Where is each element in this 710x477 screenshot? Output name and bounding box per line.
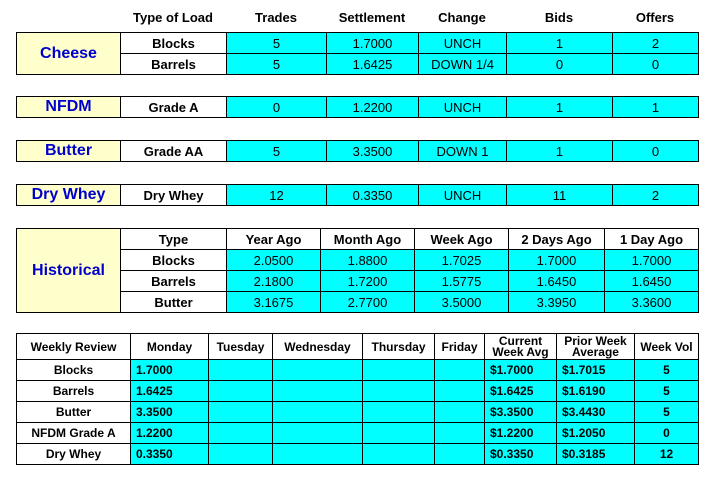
weekly-vol: 12 — [635, 444, 699, 465]
butter-settlement: 3.3500 — [327, 141, 419, 162]
whey-settlement: 0.3350 — [327, 185, 419, 206]
weekly-prior: $1.6190 — [557, 381, 635, 402]
nfdm-type: Grade A — [121, 97, 227, 118]
header-settlement: Settlement — [338, 10, 406, 25]
weekly-current: $1.7000 — [485, 360, 557, 381]
historical-cell: 2.1800 — [227, 271, 321, 292]
historical-row-type: Blocks — [121, 250, 227, 271]
cheese-label: Cheese — [17, 33, 121, 75]
weekly-friday — [435, 402, 485, 423]
weekly-tuesday — [209, 402, 273, 423]
weekly-row-name: NFDM Grade A — [17, 423, 131, 444]
historical-label: Historical — [17, 229, 121, 313]
cheese-barrels-settlement: 1.6425 — [327, 54, 419, 75]
cheese-blocks-trades: 5 — [227, 33, 327, 54]
historical-cell: 1.7000 — [509, 250, 605, 271]
historical-row-type: Butter — [121, 292, 227, 313]
weekly-prior: $3.4430 — [557, 402, 635, 423]
cheese-blocks-bids: 1 — [507, 33, 613, 54]
historical-cell: 3.3950 — [509, 292, 605, 313]
butter-type: Grade AA — [121, 141, 227, 162]
weekly-tuesday — [209, 423, 273, 444]
butter-change: DOWN 1 — [419, 141, 507, 162]
cheese-table — [16, 32, 699, 75]
historical-cell: 1.5775 — [415, 271, 509, 292]
weekly-col-prior: Prior Week Average — [557, 334, 635, 360]
historical-cell: 1.7200 — [321, 271, 415, 292]
weekly-prior: $1.7015 — [557, 360, 635, 381]
historical-col-type: Type — [121, 229, 227, 250]
weekly-wednesday — [273, 402, 363, 423]
weekly-col-wednesday: Wednesday — [273, 334, 363, 360]
weekly-thursday — [363, 444, 435, 465]
weekly-thursday — [363, 360, 435, 381]
whey-label: Dry Whey — [17, 185, 121, 206]
butter-offers: 0 — [613, 141, 699, 162]
whey-offers: 2 — [613, 185, 699, 206]
weekly-col-monday: Monday — [131, 334, 209, 360]
historical-cell: 3.5000 — [415, 292, 509, 313]
cheese-barrels-bids: 0 — [507, 54, 613, 75]
whey-change: UNCH — [419, 185, 507, 206]
nfdm-offers: 1 — [613, 97, 699, 118]
butter-table — [16, 140, 699, 162]
weekly-vol: 5 — [635, 402, 699, 423]
historical-cell: 1.7000 — [605, 250, 699, 271]
weekly-wednesday — [273, 381, 363, 402]
weekly-tuesday — [209, 381, 273, 402]
weekly-row-name: Barrels — [17, 381, 131, 402]
historical-cell: 3.1675 — [227, 292, 321, 313]
weekly-col-tuesday: Tuesday — [209, 334, 273, 360]
whey-trades: 12 — [227, 185, 327, 206]
weekly-tuesday — [209, 444, 273, 465]
cheese-barrels-change: DOWN 1/4 — [419, 54, 507, 75]
historical-table — [16, 228, 699, 313]
historical-col-year-ago: Year Ago — [227, 229, 321, 250]
historical-cell: 1.6450 — [509, 271, 605, 292]
weekly-thursday — [363, 423, 435, 444]
weekly-monday: 1.2200 — [131, 423, 209, 444]
weekly-current: $1.6425 — [485, 381, 557, 402]
historical-cell: 3.3600 — [605, 292, 699, 313]
whey-type: Dry Whey — [121, 185, 227, 206]
weekly-wednesday — [273, 360, 363, 381]
weekly-row-name: Blocks — [17, 360, 131, 381]
weekly-prior: $0.3185 — [557, 444, 635, 465]
weekly-monday: 3.3500 — [131, 402, 209, 423]
weekly-current: $0.3350 — [485, 444, 557, 465]
historical-cell: 2.0500 — [227, 250, 321, 271]
weekly-current: $1.2200 — [485, 423, 557, 444]
historical-cell: 1.6450 — [605, 271, 699, 292]
weekly-wednesday — [273, 444, 363, 465]
cheese-barrels-offers: 0 — [613, 54, 699, 75]
header-trades: Trades — [255, 10, 297, 25]
weekly-col-thursday: Thursday — [363, 334, 435, 360]
cheese-blocks-offers: 2 — [613, 33, 699, 54]
historical-col-2-days-ago: 2 Days Ago — [509, 229, 605, 250]
cheese-blocks-change: UNCH — [419, 33, 507, 54]
weekly-row-name: Dry Whey — [17, 444, 131, 465]
weekly-friday — [435, 360, 485, 381]
historical-cell: 1.7025 — [415, 250, 509, 271]
nfdm-bids: 1 — [507, 97, 613, 118]
nfdm-trades: 0 — [227, 97, 327, 118]
weekly-vol: 5 — [635, 381, 699, 402]
whey-bids: 11 — [507, 185, 613, 206]
historical-col-1-day-ago: 1 Day Ago — [605, 229, 699, 250]
weekly-col-vol: Week Vol — [635, 334, 699, 360]
butter-bids: 1 — [507, 141, 613, 162]
weekly-wednesday — [273, 423, 363, 444]
historical-cell: 1.8800 — [321, 250, 415, 271]
weekly-col-current: Current Week Avg — [485, 334, 557, 360]
cheese-barrels-trades: 5 — [227, 54, 327, 75]
weekly-vol: 5 — [635, 360, 699, 381]
cheese-blocks-settlement: 1.7000 — [327, 33, 419, 54]
nfdm-settlement: 1.2200 — [327, 97, 419, 118]
header-type-of-load: Type of Load — [133, 10, 213, 25]
historical-row-type: Barrels — [121, 271, 227, 292]
weekly-current: $3.3500 — [485, 402, 557, 423]
nfdm-change: UNCH — [419, 97, 507, 118]
weekly-thursday — [363, 381, 435, 402]
nfdm-label: NFDM — [17, 97, 121, 118]
header-offers: Offers — [635, 10, 675, 25]
weekly-col-friday: Friday — [435, 334, 485, 360]
whey-table — [16, 184, 699, 206]
weekly-row-name: Butter — [17, 402, 131, 423]
weekly-monday: 0.3350 — [131, 444, 209, 465]
header-bids: Bids — [544, 10, 574, 25]
butter-label: Butter — [17, 141, 121, 162]
nfdm-table — [16, 96, 699, 118]
weekly-tuesday — [209, 360, 273, 381]
historical-col-month-ago: Month Ago — [321, 229, 415, 250]
weekly-thursday — [363, 402, 435, 423]
cheese-blocks-type: Blocks — [121, 33, 227, 54]
weekly-friday — [435, 381, 485, 402]
weekly-monday: 1.7000 — [131, 360, 209, 381]
weekly-vol: 0 — [635, 423, 699, 444]
historical-col-week-ago: Week Ago — [415, 229, 509, 250]
cheese-barrels-type: Barrels — [121, 54, 227, 75]
weekly-monday: 1.6425 — [131, 381, 209, 402]
weekly-prior: $1.2050 — [557, 423, 635, 444]
weekly-review-table — [16, 333, 699, 465]
weekly-friday — [435, 444, 485, 465]
header-change: Change — [438, 10, 486, 25]
weekly-col-name: Weekly Review — [17, 334, 131, 360]
butter-trades: 5 — [227, 141, 327, 162]
historical-cell: 2.7700 — [321, 292, 415, 313]
weekly-friday — [435, 423, 485, 444]
